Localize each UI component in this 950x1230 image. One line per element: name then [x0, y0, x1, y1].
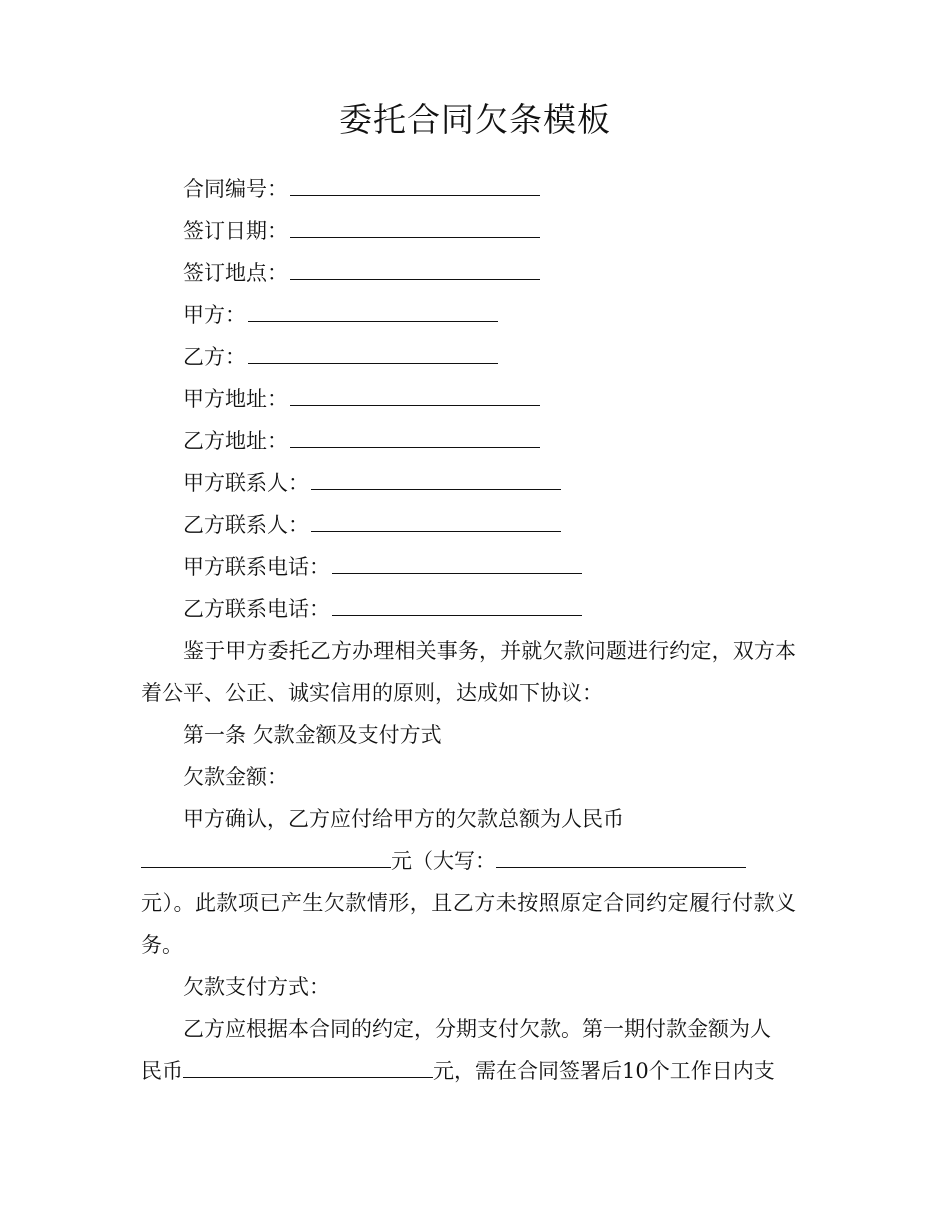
field-label: 签订日期：	[183, 219, 288, 243]
fill-blank	[332, 553, 582, 574]
amount-text-line: 甲方确认，乙方应付给甲方的欠款总额为人民币	[183, 807, 624, 831]
field-party-b-phone	[141, 588, 796, 630]
field-signing-date	[141, 210, 796, 252]
amount-statement: 元）。此款项已产生欠款情形，且乙方未按照原定合同约定履行付款义务。	[141, 891, 796, 957]
field-party-b-contact	[141, 504, 796, 546]
field-party-a-contact	[141, 462, 796, 504]
intro-paragraph: 鉴于甲方委托乙方办理相关事务，并就欠款问题进行约定，双方本着公平、公正、诚实信用的原则，达成如下协议：	[141, 639, 796, 705]
fill-blank	[290, 217, 540, 238]
field-party-a	[141, 294, 796, 336]
fill-blank	[332, 595, 582, 616]
document-body	[141, 168, 796, 1092]
article-1-heading: 第一条 欠款金额及支付方式	[183, 723, 442, 747]
field-label: 签订地点：	[183, 261, 288, 285]
fill-blank	[248, 301, 498, 322]
payment-fill-blank	[183, 1057, 433, 1078]
field-party-a-address	[141, 378, 796, 420]
field-party-b	[141, 336, 796, 378]
amount-heading: 欠款金额：	[183, 765, 288, 789]
field-party-a-phone	[141, 546, 796, 588]
payment-prefix-text: 民币	[141, 1059, 183, 1083]
field-label: 乙方联系电话：	[183, 597, 330, 621]
field-party-b-address	[141, 420, 796, 462]
payment-text-line: 乙方应根据本合同的约定，分期支付欠款。第一期付款金额为人	[183, 1017, 771, 1041]
field-label: 甲方：	[183, 303, 246, 327]
payment-amount-line	[141, 1050, 796, 1092]
fill-blank	[311, 511, 561, 532]
field-signing-place	[141, 252, 796, 294]
amount-fill-blank	[141, 847, 391, 868]
amount-blanks-line	[141, 840, 796, 882]
fill-blank	[248, 343, 498, 364]
payment-heading: 欠款支付方式：	[183, 975, 330, 999]
payment-suffix-text: 元，需在合同签署后10个工作日内支	[433, 1059, 775, 1083]
fill-blank	[290, 175, 540, 196]
document-title: 委托合同欠条模板	[339, 100, 611, 139]
field-label: 乙方联系人：	[183, 513, 309, 537]
field-label: 甲方联系人：	[183, 471, 309, 495]
field-contract-number	[141, 168, 796, 210]
field-label: 合同编号：	[183, 177, 288, 201]
amount-unit-text: 元（大写：	[391, 849, 496, 873]
field-label: 乙方地址：	[183, 429, 288, 453]
fill-blank	[290, 427, 540, 448]
field-label: 甲方联系电话：	[183, 555, 330, 579]
field-label: 乙方：	[183, 345, 246, 369]
fill-blank	[290, 385, 540, 406]
fill-blank	[290, 259, 540, 280]
field-label: 甲方地址：	[183, 387, 288, 411]
fill-blank	[311, 469, 561, 490]
amount-words-fill-blank	[496, 847, 746, 868]
